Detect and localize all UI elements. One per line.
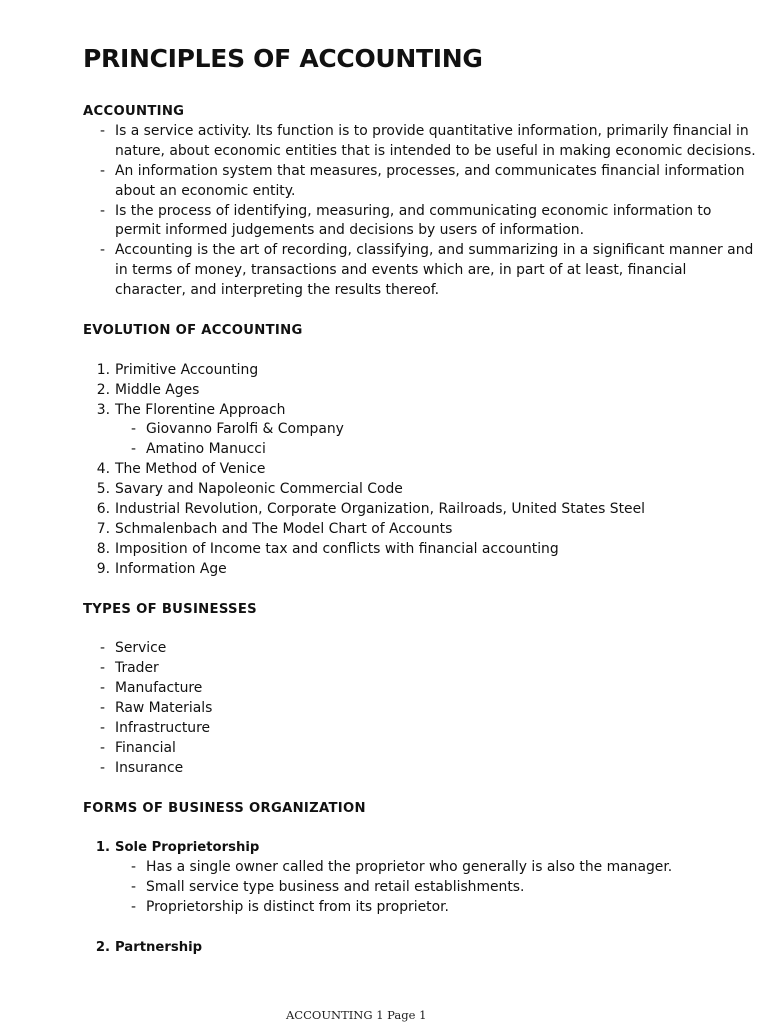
- dash-bullet: -: [100, 122, 106, 139]
- list-item: [83, 460, 758, 480]
- dash-bullet: -: [100, 660, 106, 677]
- list-item-text: Financial: [115, 739, 176, 756]
- dash-bullet: -: [100, 739, 106, 756]
- list-item-text: Imposition of Income tax and conflicts with financial accounting: [115, 540, 559, 557]
- list-number: 3.: [96, 401, 110, 418]
- page-title: PRINCIPLES OF ACCOUNTING: [83, 44, 483, 73]
- sub-list-item: [83, 440, 758, 460]
- list-number: 6.: [96, 501, 110, 518]
- list-item-text: Giovanno Farolfi & Company: [146, 421, 344, 438]
- list-item-text: Industrial Revolution, Corporate Organization, Railroads, United States Steel: [115, 501, 646, 518]
- list-item-text: Amatino Manucci: [146, 441, 266, 458]
- list-item: [83, 500, 758, 520]
- list-number: 2.: [95, 939, 110, 955]
- list-item: [83, 560, 758, 580]
- list-item: [83, 202, 758, 242]
- list-item-text: Raw Materials: [115, 700, 213, 717]
- list-number: 9.: [96, 560, 110, 577]
- dash-bullet: -: [100, 640, 106, 657]
- evolution-list: [83, 361, 758, 580]
- list-item-text: Insurance: [115, 759, 184, 776]
- dash-bullet: -: [100, 700, 106, 717]
- list-number: 7.: [96, 520, 110, 537]
- dash-bullet: -: [131, 421, 137, 438]
- list-item-text: Trader: [115, 660, 159, 677]
- business-forms-list: [83, 838, 758, 957]
- list-item-text: Manufacture: [115, 680, 203, 697]
- list-item: [83, 659, 758, 679]
- section-heading-forms: FORMS OF BUSINESS ORGANIZATION: [83, 800, 366, 816]
- dash-bullet: -: [100, 162, 106, 179]
- dash-bullet: -: [131, 859, 137, 876]
- list-item-text: Service: [115, 640, 167, 657]
- list-item-text: Is the process of identifying, measuring, and communicating economic information to permit informed judgements and decisions by users of information.: [115, 202, 712, 239]
- list-item-text: Has a single owner called the proprietor who generally is also the manager.: [146, 859, 673, 876]
- list-item: [83, 520, 758, 540]
- list-item-text: The Method of Venice: [115, 461, 266, 478]
- list-item-text: Proprietorship is distinct from its proprietor.: [146, 899, 449, 916]
- list-item: [83, 739, 758, 759]
- list-item: [83, 679, 758, 699]
- sub-list-item: [83, 898, 758, 918]
- sub-list-item: [83, 878, 758, 898]
- list-item: [83, 838, 758, 858]
- spacer: [83, 918, 758, 938]
- section-heading-accounting: ACCOUNTING: [83, 104, 185, 119]
- list-item-text: Middle Ages: [115, 381, 200, 398]
- list-item: [83, 639, 758, 659]
- list-item-text: Sole Proprietorship: [115, 840, 260, 856]
- list-item-text: Information Age: [115, 560, 227, 577]
- list-item: [83, 381, 758, 401]
- list-item: [83, 699, 758, 719]
- list-item: [83, 480, 758, 500]
- list-number: 1.: [95, 840, 110, 856]
- list-item: [83, 401, 758, 421]
- list-item: [83, 361, 758, 381]
- list-item-text: Primitive Accounting: [115, 361, 259, 378]
- list-item: [83, 540, 758, 560]
- list-item-text: Small service type business and retail establishments.: [146, 879, 525, 896]
- list-item-text: Schmalenbach and The Model Chart of Accounts: [115, 520, 453, 537]
- list-number: 8.: [96, 540, 110, 557]
- list-number: 4.: [96, 461, 110, 478]
- list-number: 1.: [96, 361, 110, 378]
- list-item: [83, 122, 758, 162]
- dash-bullet: -: [131, 441, 137, 458]
- list-item-text: Is a service activity. Its function is to provide quantitative information, primarily financial in nature, about economic entities that is intended to be useful in making economic decisions.: [115, 122, 756, 159]
- sub-list-item: [83, 858, 758, 878]
- dash-bullet: -: [100, 680, 106, 697]
- dash-bullet: -: [100, 202, 106, 219]
- list-item: [83, 241, 758, 301]
- dash-bullet: -: [100, 759, 106, 776]
- list-item: [83, 759, 758, 779]
- document-body: [83, 102, 758, 958]
- business-types-list: [83, 639, 758, 778]
- list-item: [83, 162, 758, 202]
- list-item-text: Infrastructure: [115, 719, 211, 736]
- list-item: [83, 938, 758, 958]
- accounting-definitions-list: [83, 122, 758, 301]
- list-item-text: An information system that measures, processes, and communicates financial information about an economic entity.: [115, 162, 745, 199]
- list-item-text: Partnership: [115, 939, 203, 955]
- list-item-text: Savary and Napoleonic Commercial Code: [115, 481, 403, 498]
- dash-bullet: -: [100, 719, 106, 736]
- list-item: [83, 719, 758, 739]
- section-heading-types: TYPES OF BUSINESSES: [83, 601, 257, 617]
- dash-bullet: -: [131, 879, 137, 896]
- sub-list-item: [83, 420, 758, 440]
- dash-bullet: -: [100, 242, 106, 259]
- dash-bullet: -: [131, 899, 137, 916]
- list-number: 5.: [96, 481, 110, 498]
- section-heading-evolution: EVOLUTION OF ACCOUNTING: [83, 322, 303, 338]
- list-item-text: The Florentine Approach: [115, 401, 286, 418]
- page-footer: ACCOUNTING 1 Page 1: [286, 1008, 427, 1022]
- list-number: 2.: [96, 381, 110, 398]
- list-item-text: Accounting is the art of recording, classifying, and summarizing in a significant manner and in terms of money, transactions and events which are, in part of at least, financial character, and interpreting the results thereof.: [115, 242, 754, 299]
